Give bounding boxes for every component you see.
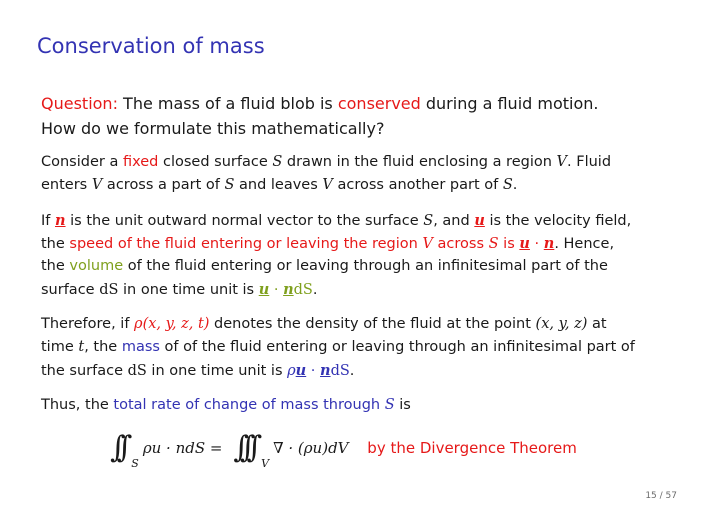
speed-phrase: is (498, 236, 520, 252)
paragraph-2-line-4 (41, 278, 317, 302)
vector-u: u (295, 362, 307, 379)
symbol-V: V (422, 236, 433, 252)
double-integral-icon: ∫∫ (110, 430, 124, 465)
vector-n: n (543, 235, 555, 252)
text: across a part of (102, 177, 225, 193)
symbol-S: S (384, 397, 395, 413)
text: Therefore, if (41, 316, 135, 332)
text: . (349, 363, 355, 379)
page-number: 15 / 57 (645, 491, 677, 501)
text: the (41, 236, 70, 252)
symbol-S: S (224, 177, 235, 193)
symbol-S: S (423, 213, 434, 229)
dS-symbol: dS (330, 363, 350, 379)
text: denotes the density of the fluid at the point (209, 316, 536, 332)
text: and leaves (234, 177, 323, 193)
dS-symbol: dS (127, 363, 147, 379)
symbol-t: t (78, 339, 85, 355)
text: surface (41, 282, 100, 298)
paragraph-2-line-3 (41, 255, 608, 278)
fixed-word: fixed (122, 154, 159, 170)
speed-phrase: speed of the fluid entering or leaving the region (69, 236, 423, 252)
dot-operator: · (306, 363, 321, 379)
dot-operator: · (529, 236, 544, 252)
question-text: The mass of a fluid blob is (117, 94, 338, 113)
paragraph-4 (41, 394, 411, 417)
vector-n: n (320, 362, 331, 379)
text: of of the fluid entering or leaving through an infinitesimal part of (159, 339, 635, 355)
text: enters (41, 177, 92, 193)
volume-word: volume (69, 258, 124, 274)
paragraph-1-line-1 (41, 151, 611, 174)
text: . (512, 177, 518, 193)
symbol-V: V (322, 177, 333, 193)
equation-lhs: ρu · ndS = (142, 439, 223, 457)
question-line-1 (41, 91, 599, 116)
dS-symbol: dS (99, 282, 119, 298)
vector-u: u (474, 212, 485, 229)
dS-symbol: dS (293, 282, 313, 298)
text: across another part of (332, 177, 503, 193)
text: in one time unit is (118, 282, 259, 298)
vector-u: u (519, 235, 530, 252)
text: in one time unit is (146, 363, 288, 379)
text: is the velocity field, (484, 213, 632, 229)
text: the (41, 258, 70, 274)
paragraph-1-line-2 (41, 174, 517, 197)
symbol-V: V (556, 154, 568, 170)
text: at (587, 316, 607, 332)
text: , and (433, 213, 475, 229)
text: . Hence, (554, 236, 615, 252)
paragraph-3-line-2 (41, 336, 635, 359)
symbol-S: S (488, 236, 499, 252)
speed-phrase: across (432, 236, 489, 252)
text: time (41, 339, 79, 355)
text: . Fluid (567, 154, 612, 170)
point-xyz: (x, y, z) (535, 316, 588, 332)
text: is the unit outward normal vector to the surface (65, 213, 424, 229)
text: , the (84, 339, 122, 355)
symbol-V: V (91, 177, 103, 193)
text: If (41, 213, 55, 229)
mass-flux-equation (110, 430, 577, 470)
text: . (312, 282, 318, 298)
rho-symbol: ρ (287, 363, 296, 379)
text: the surface (41, 363, 128, 379)
question-line-2: How do we formulate this mathematically? (41, 119, 385, 138)
paragraph-2-line-1 (41, 209, 631, 233)
slide-title: Conservation of mass (37, 34, 265, 58)
text: Thus, the (41, 397, 114, 413)
density-function: ρ(x, y, z, t) (134, 316, 210, 332)
symbol-S: S (272, 154, 283, 170)
triple-integral-icon: ∫∫∫ (233, 430, 254, 465)
divergence-theorem-note: by the Divergence Theorem (367, 439, 577, 457)
text: is (394, 397, 411, 413)
conserved-word: conserved (337, 94, 421, 113)
text: of the fluid entering or leaving through an infinitesimal part of the (123, 258, 608, 274)
dot-operator: · (269, 282, 284, 298)
text: Consider a (41, 154, 123, 170)
vector-n: n (55, 212, 66, 229)
text: drawn in the fluid enclosing a region (282, 154, 557, 170)
question-text-end: during a fluid motion. (420, 94, 599, 113)
equation-rhs: ∇ · (ρu)dV (273, 439, 349, 457)
paragraph-2-line-2 (41, 232, 614, 256)
total-rate-phrase: total rate of change of mass through (113, 397, 385, 413)
text: closed surface (158, 154, 273, 170)
paragraph-3-line-3 (41, 359, 354, 383)
vector-u: u (258, 281, 270, 298)
integral-subscript-V: V (261, 457, 270, 470)
mass-word: mass (121, 339, 160, 355)
symbol-S: S (502, 177, 513, 193)
question-label: Question: (41, 94, 118, 113)
paragraph-3-line-1 (41, 313, 607, 336)
integral-subscript-S: S (131, 457, 139, 470)
vector-n: n (283, 281, 294, 298)
